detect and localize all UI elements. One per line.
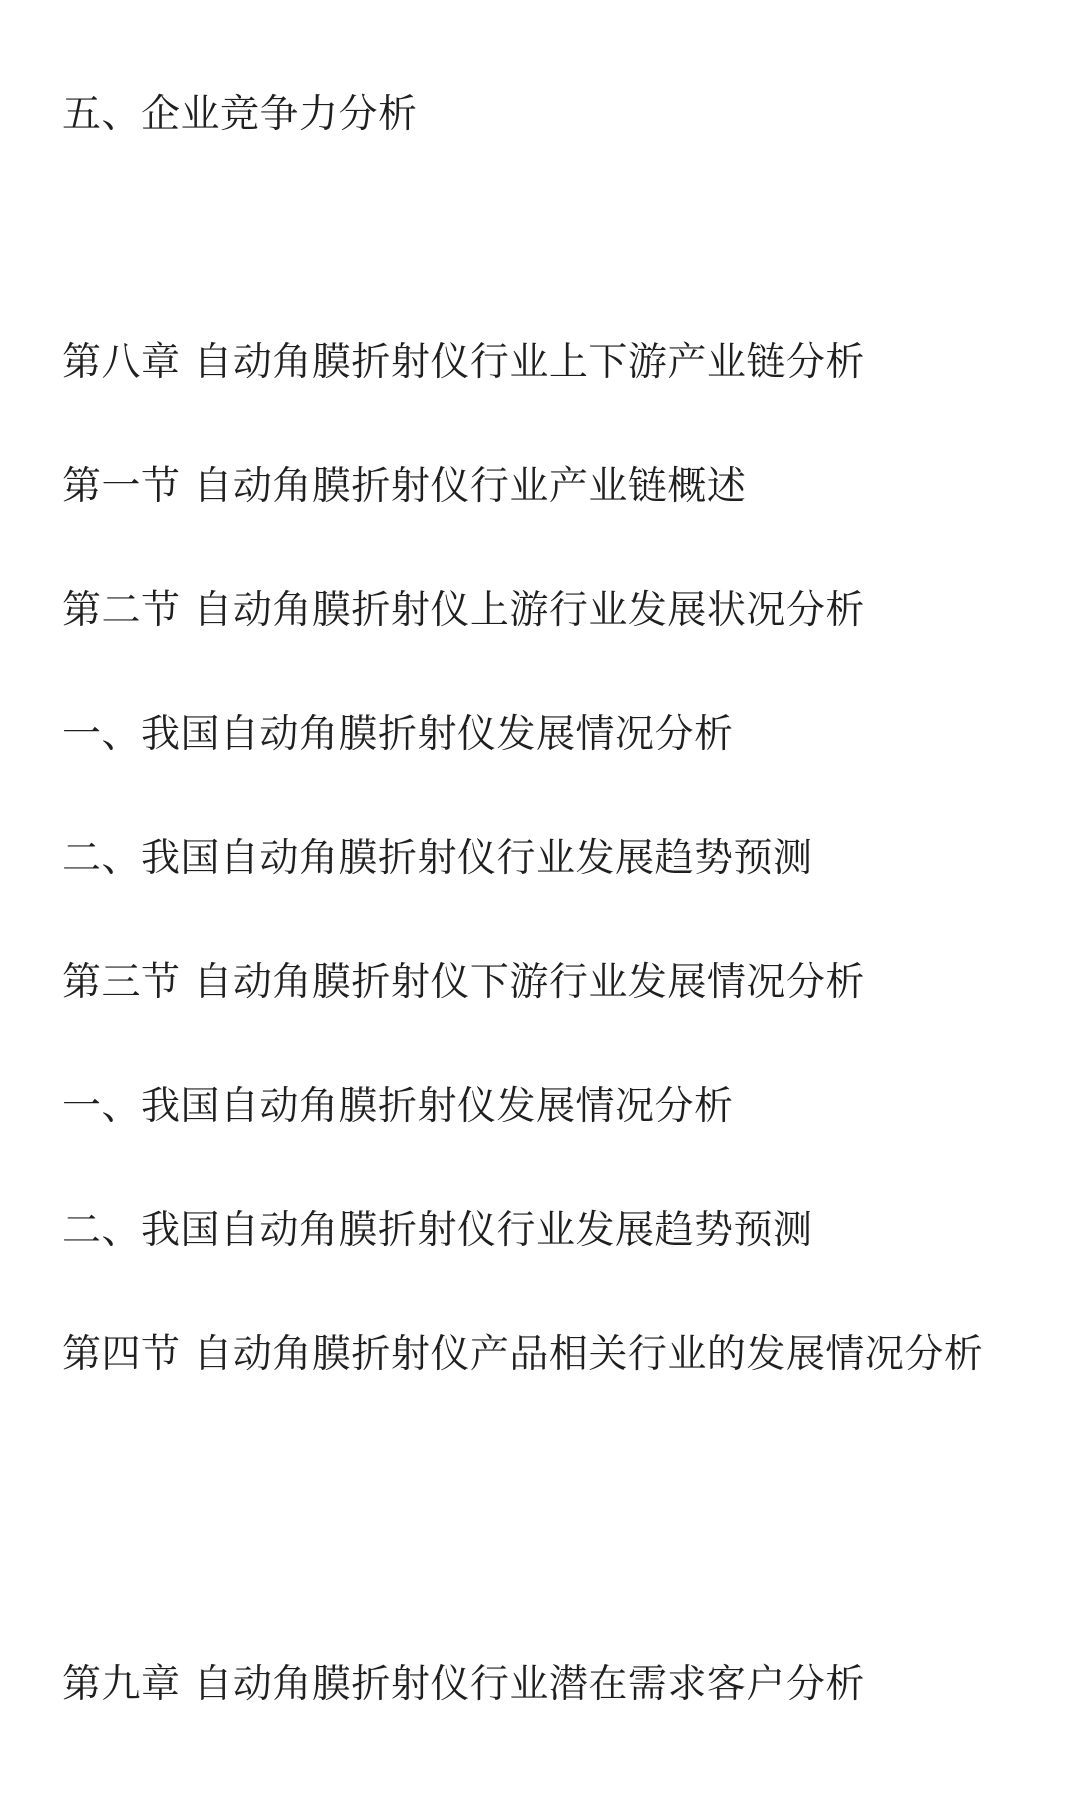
chapter-8-heading: 第八章 自动角膜折射仪行业上下游产业链分析 [62, 340, 865, 385]
section-3-item-1: 一、我国自动角膜折射仪发展情况分析 [62, 1084, 734, 1129]
chapter-9-heading: 第九章 自动角膜折射仪行业潜在需求客户分析 [62, 1662, 865, 1707]
chapter-8-section-4: 第四节 自动角膜折射仪产品相关行业的发展情况分析 [62, 1332, 984, 1377]
chapter-8-section-2: 第二节 自动角膜折射仪上游行业发展状况分析 [62, 588, 865, 633]
section-2-item-2: 二、我国自动角膜折射仪行业发展趋势预测 [62, 836, 813, 881]
chapter-8-section-3: 第三节 自动角膜折射仪下游行业发展情况分析 [62, 960, 865, 1005]
section-2-item-1: 一、我国自动角膜折射仪发展情况分析 [62, 712, 734, 757]
chapter-8-section-1: 第一节 自动角膜折射仪行业产业链概述 [62, 464, 747, 509]
section-3-item-2: 二、我国自动角膜折射仪行业发展趋势预测 [62, 1208, 813, 1253]
text-line-section-5: 五、企业竞争力分析 [62, 92, 418, 137]
